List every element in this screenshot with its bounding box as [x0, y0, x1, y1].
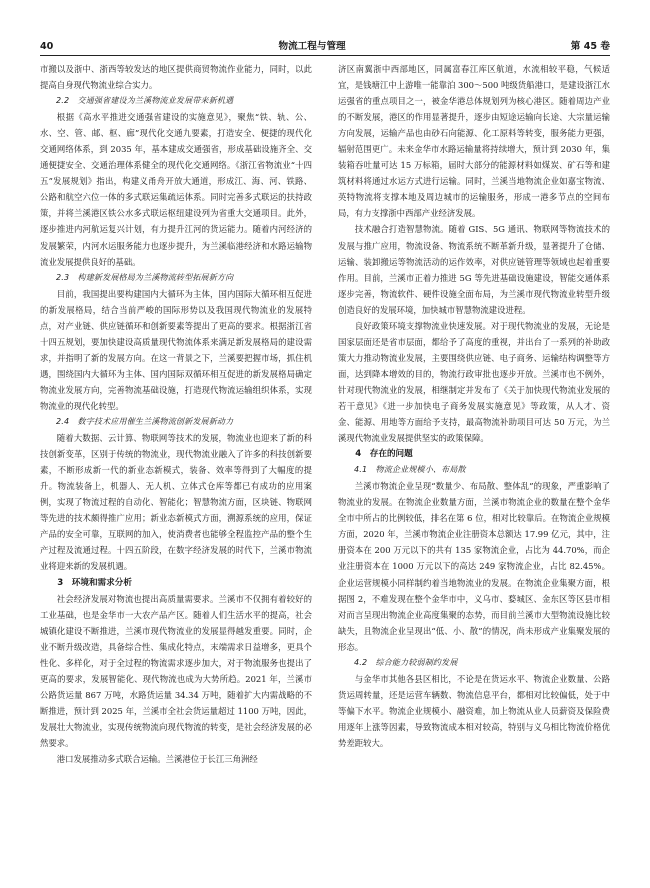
subsection-heading: 4.1 物流企业规模小、布局散 [354, 465, 466, 475]
paragraph: 兰溪市物流企业呈现“数量少、布局散、整体乱”的现象，严重影响了物流业的发展。在物流企业数量方面，兰溪市物流企业的数量在整个金华全市中所占的比例较低，排名在第 6 位，相对比较靠后。在物流企业规模方面，2020 年，兰溪市物流企业注册资本总额达 17.99 亿元，其中，注册资本在 200 万元以下的共有 135 家物流企业，占比为 44.70%，而企业注册资本在 1000 万元以下的高达 249 家物流企业，占比 82.45%。企业运营规模小同样制约着当地物流业的发展。在物流企业集聚方面，根据图 2，不难发现在整个金华市中，义乌市、婺城区、金东区等区县市相对而言呈现出物流企业高度集聚的态势，而目前兰溪市大型物流设施比较缺失，且物流企业呈现出“低、小、散”的情况，尚未形成产业集聚发展的形态。 [338, 481, 610, 652]
paragraph: 技术融合打造智慧物流。随着 GIS、5G 通讯、物联网等物流技术的发展与推广应用，物流设备、物流系统不断革新升级，显著提升了仓储、运输、装卸搬运等物流活动的运作效率，对供应链管理等领域也起着重要作用。目前，兰溪市正着力推进 5G 等先进基础设施建设，智能交通体系逐步完善，物流软件、硬件设施全面布局，为兰溪市现代物流业转型升级创造良好的发展环境，加快城市智慧物流建设进程。 [338, 224, 610, 315]
volume-label: 第 45 卷 [570, 41, 610, 52]
page-number: 40 [40, 41, 54, 52]
section-heading: 4 存在的问题 [355, 449, 413, 460]
section-heading: 3 环境和需求分析 [57, 577, 132, 588]
journal-title: 物流工程与管理 [278, 41, 346, 52]
paragraph-continued: 市搬以及浙中、浙西等较发达的地区提供商贸物流作业能力，同时，以此提高自身现代物流业综合实力。 [40, 64, 312, 91]
paragraph-continued: 济区南翼浙中西部地区，同属富春江库区航道，水流相较平稳，气候适宜，是钱塘江中上游唯一能靠泊 300～500 吨级货船港口，是建设浙江水运强省的重点项目之一，被金华港总体规划列为核心港区。随着周边产业的不断发展，港区的作用显著提升，逐步由短途运输向长途、大宗量运输方向发展，运输产品也由砂石向能源、化工原料等转变，服务能力更强，辐射范围更广。未来金华市水路运输量将持续增大，预计到 2030 年，集装箱吞吐量可达 15 万标箱，届时大部分的能源材料如煤炭、矿石等和建筑材料将通过水运方式进行运输。同时，兰溪当地物流企业如嘉宝物流、英特物流将支撑本地及周边城市的运输服务，形成一港多节点的空间布局，有力支撑浙中西部产业经济发展。 [338, 64, 610, 219]
subsection-heading: 4.2 综合能力较弱制约发展 [354, 657, 458, 667]
subsection-heading: 2.2 交通强省建设为兰溪物流业发展带来新机遇 [56, 96, 234, 106]
left-column [40, 61, 312, 873]
paragraph: 与金华市其他各县区相比，不论是在货运水平、物流企业数量、公路货运周转量，还是运营车辆数、物流信息平台，都相对比较偏低，处于中等偏下水平。物流企业规模小、融资难，加上物流从业人员薪资及保险费用逐年上涨等因素，导致物流成本相对较高，特别与义乌相比物流价格优势差距较大。 [338, 673, 610, 748]
subsection-heading: 2.3 构建新发展格局为兰溪物流转型拓展新方向 [56, 272, 234, 282]
paragraph: 良好政策环境支撑物流业快速发展。对于现代物流业的发展，无论是国家层面还是省市层面，都给予了高度的重视，并出台了一系列的补助政策大力推动物流业发展，主要围绕供应链、电子商务、运输结构调整等方面，达到降本增效的目的，物流行政审批也逐步开放。兰溪市也不例外，针对现代物流业的发展，相继制定并发布了《关于加快现代物流业发展的若干意见》《进一步加快电子商务发展实施意见》等政策，从人才、资金、能源、用地等方面给予支持，最高物流补助项目可达 50 万元，为兰溪现代物流业发展提供坚实的政策保障。 [338, 320, 610, 444]
paragraph: 港口发展推动多式联合运输。兰溪港位于长江三角洲经 [56, 754, 258, 765]
paragraph: 社会经济发展对物流也提出高质量需要求。兰溪市不仅拥有着较好的工业基础，也是金华市一大农产品产区。随着人们生活水平的提高，社会城镇化建设不断推进，兰溪市现代物流业的发展显得越发重要。同时，企业不断升级改造，具备综合性、集成化特点，末端需求日益增多，更具个性化、多样化，对于全过程的物流需求逐步加大，对于物流服务也提出了更高的要求，发展智能化、现代物流也成为大势所趋。2021 年，兰溪市公路货运量 867 万吨，水路货运量 34.34 万吨，随着扩大内需战略的不断推进，预计到 2025 年，兰溪市全社会货运量超过 1100 万吨，因此，发展壮大物流业，实现传统物流向现代物流的转变，是社会经济发展的必然要求。 [40, 593, 312, 748]
right-column [338, 61, 610, 873]
subsection-heading: 2.4 数字技术应用催生兰溪物流创新发展新动力 [56, 417, 234, 427]
header-rule [40, 55, 610, 56]
paragraph: 随着大数据、云计算、物联网等技术的发展，物流业也迎来了新的科技创新变革，区别于传统的物流业，现代物流业融入了许多的科技创新要素，不断形成新一代的新业态新模式，装备、效率等得到了大幅度的提升。物流装备上，机器人、无人机、立体式仓库等都已有成功的应用案例，实现了物流过程的自动化、智能化；智慧物流方面，区块链、物联网等先进的技术颇得推广应用；新业态新模式方面，溯源系统的应用，保证产品的安全可靠，互联网的加入，使消费者也能够全程监控产品的整个生产过程及流通过程。十四五阶段，在数字经济发展的时代下，兰溪市物流业将迎来新的发展机遇。 [40, 433, 312, 572]
paragraph: 根据《高水平推进交通强省建设的实施意见》，聚焦“铁、轨、公、水、空、管、邮、枢、廊”现代化交通九要素，打造安全、便捷的现代化交通网络体系，到 2035 年，基本建成交通强省，形成基础设施齐全、交通便捷安全、交通治理体系健全的现代化交通网络。《浙江省物流业“十四五”发展规划》指出，构建义甬舟开放大通道，形成江、海、河、铁路、公路和航空六位一体的多式联运集疏运体系。同时完善多式联运的扶持政策，并将兰溪港区铁公水多式联运枢纽建设列为省重大交通项目。此外，逐步推进内河航运复兴计划，有力提升江河的货运能力。随着内河经济的发展繁荣，内河水运服务能力也逐步提升，为兰溪临港经济和水路运输物流业发展提供良好的基础。 [40, 112, 312, 267]
running-header [40, 36, 610, 52]
paragraph: 目前，我国提出要构建国内大循环为主体，国内国际大循环相互促进的新发展格局，结合当前严峻的国际形势以及我国现代物流业的发展特点，对产业链、供应链循环和创新要素等提出了更高的要求。根据浙江省十四五规划，要加快建设高质量现代物流体系来满足新发展格局的建设需求，并指明了新的发展方向。在这一背景之下，兰溪要把握市场，抓住机遇，围绕国内大循环为主体、国内国际双循环相互促进的新发展格局确定物流业发展方向，完善物流基础设施，打造现代物流运输组织体系，实现物流业的现代化转型。 [40, 288, 312, 411]
